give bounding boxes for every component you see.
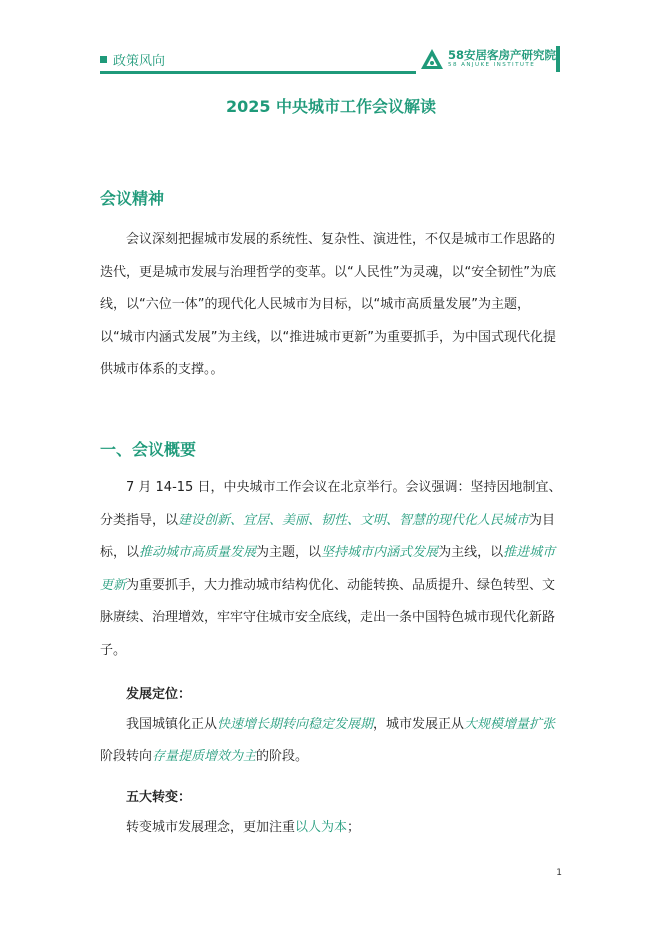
dev-text-c: 阶段转向 [100, 749, 153, 764]
dev-text-d: 的阶段。 [256, 749, 309, 764]
overview-text-c: 为主题，以 [256, 545, 322, 560]
five-highlight-1: 以人为本 [295, 820, 348, 835]
dev-text-b: ，城市发展正从 [373, 717, 465, 732]
five-text-b: ； [347, 820, 361, 835]
section-tag [100, 49, 165, 69]
header-divider [100, 71, 416, 74]
overview-paragraph [100, 472, 562, 667]
dev-highlight-3: 存量提质增效为主 [152, 749, 257, 764]
logo-bar [556, 46, 560, 72]
overview-text-e: 为重要抓手，大力推动城市结构优化、动能转换、品质提升、绿色转型、文脉赓续、治理增效，牢牢守住城市安全底线，走出一条中国特色城市现代化新路子。 [100, 577, 556, 658]
spirit-paragraph [100, 224, 562, 387]
page-number: 1 [556, 868, 562, 878]
logo-mark-icon [420, 48, 444, 70]
institute-logo [420, 44, 562, 74]
overview-text-a: 7 月 14-15 日，中央城市工作会议在北京举行。会议强调：坚持因地制宜、分类指导，以 [100, 480, 562, 528]
logo-name: 58安居客房产研究院 [448, 48, 557, 62]
dev-text-a: 我国城镇化正从 [126, 717, 218, 732]
overview-highlight-4: 推进城市更新 [100, 545, 556, 593]
dev-highlight-2: 大规模增量扩张 [464, 717, 556, 732]
overview-highlight-1: 建设创新、宜居、美丽、韧性、文明、智慧的现代化人民城市 [178, 512, 530, 528]
five-shifts-heading: 五大转变： [126, 790, 192, 805]
development-heading: 发展定位： [126, 687, 192, 702]
five-text-a: 转变城市发展理念，更加注重 [126, 820, 296, 835]
section-heading-overview: 一、会议概要 [100, 440, 197, 459]
overview-highlight-2: 推动城市高质量发展 [139, 545, 257, 560]
five-shifts-line [100, 812, 570, 844]
dev-highlight-1: 快速增长期转向稳定发展期 [217, 717, 374, 732]
overview-highlight-3: 坚持城市内涵式发展 [321, 545, 439, 560]
development-paragraph [100, 709, 570, 773]
section-tag-label: 政策风向 [113, 53, 166, 69]
logo-subtitle: 58 ANJUKE INSTITUTE [448, 62, 536, 68]
overview-text-d: 为主线，以 [438, 545, 504, 560]
spirit-text: 会议深刻把握城市发展的系统性、复杂性、演进性，不仅是城市工作思路的迭代，更是城市发展与治理哲学的变革。以“人民性”为灵魂，以“安全韧性”为底线，以“六位一体”的现代化人民城市为目标，以“城市高质量发展”为主题，以“城市内涵式发展”为主线，以“推进城市更新”为重要抓手，为中国式现代化提供城市体系的支撑。。 [100, 232, 556, 377]
tag-square-icon [100, 56, 107, 63]
document-title: 2025 中央城市工作会议解读 [225, 97, 437, 116]
overview-text-b: 为目标，以 [100, 512, 556, 560]
section-heading-spirit: 会议精神 [100, 189, 165, 208]
